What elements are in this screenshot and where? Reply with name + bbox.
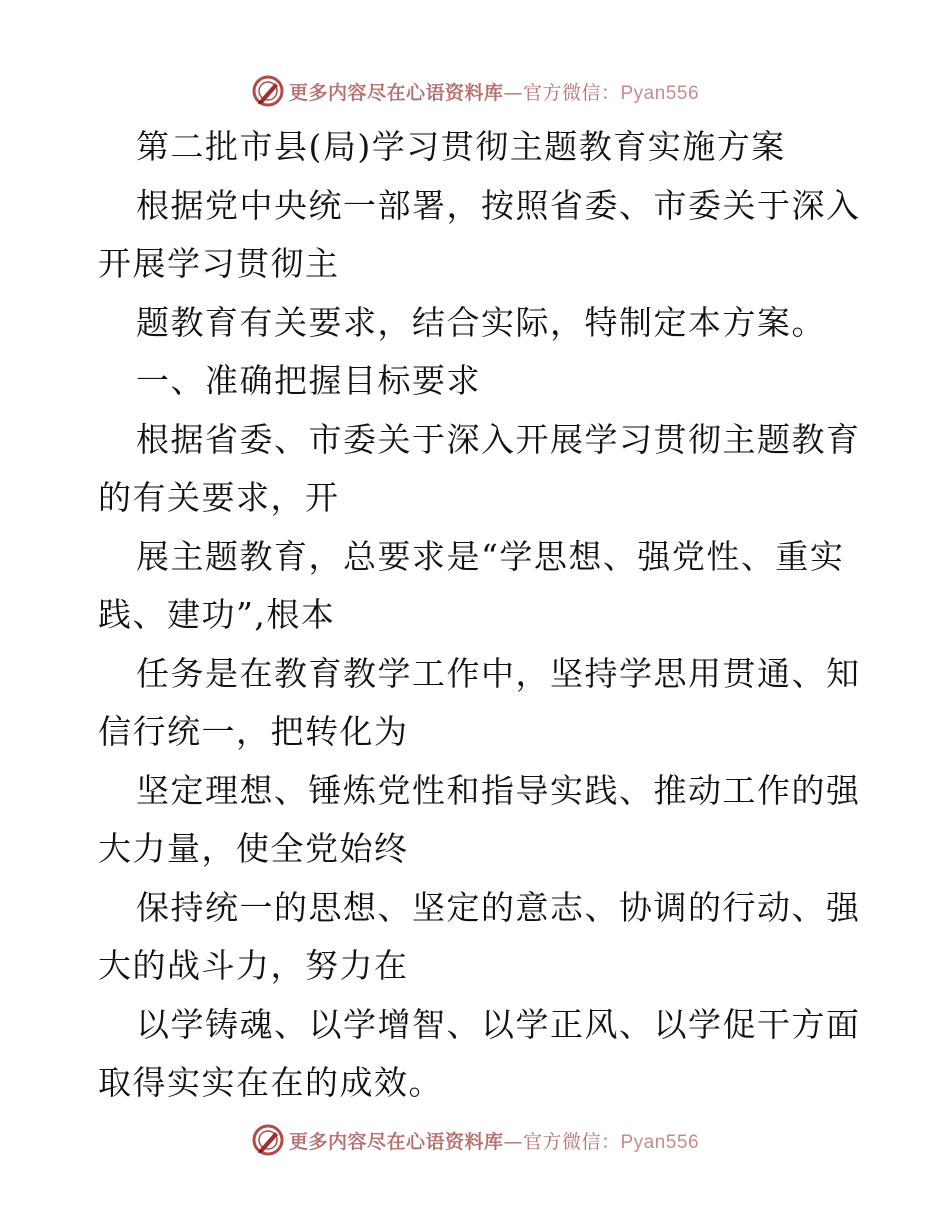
paragraph-line: 题教育有关要求，结合实际，特制定本方案。 (136, 302, 826, 342)
paragraph-line: 的有关要求，开 (98, 478, 340, 517)
banner-text (289, 78, 699, 105)
pen-logo-icon (251, 1123, 285, 1157)
banner-wechat-label: 官方微信： (522, 1130, 621, 1153)
banner-text (289, 1127, 699, 1154)
section-heading: 一、准确把握目标要求 (136, 361, 481, 400)
paragraph-line: 大的战斗力，努力在 (98, 946, 409, 985)
paragraph-line: 坚定理想、锤炼党性和指导实践、推动工作的强 (136, 770, 861, 810)
paragraph-line: 根据省委、市委关于深入开展学习贯彻主题教育 (136, 419, 861, 459)
paragraph-line: 取得实实在在的成效。 (98, 1063, 443, 1102)
footer-banner (0, 1120, 950, 1160)
paragraph-line: 保持统一的思想、坚定的意志、协调的行动、强 (136, 887, 861, 927)
paragraph-line: 开展学习贯彻主 (98, 244, 340, 283)
header-banner (0, 71, 950, 111)
paragraph-line: 任务是在教育教学工作中，坚持学思用贯通、知 (136, 653, 861, 693)
banner-site-name: 更多内容尽在心语资料库 (288, 81, 504, 104)
banner-site-name: 更多内容尽在心语资料库 (288, 1130, 504, 1153)
pen-logo-icon (251, 74, 285, 108)
banner-wechat-id: Pyan556 (620, 82, 700, 104)
paragraph-line: 践、建功”,根本 (98, 595, 336, 634)
paragraph-line: 根据党中央统一部署，按照省委、市委关于深入 (136, 185, 861, 225)
banner-wechat-label: 官方微信： (522, 81, 621, 104)
paragraph-line: 信行统一，把转化为 (98, 712, 409, 751)
banner-dash: — (503, 81, 523, 104)
document-body (98, 118, 861, 1113)
document-title: 第二批市县(局)学习贯彻主题教育实施方案 (136, 127, 786, 166)
banner-dash: — (503, 1130, 523, 1153)
paragraph-line: 大力量，使全党始终 (98, 829, 409, 868)
banner-wechat-id: Pyan556 (620, 1131, 700, 1153)
paragraph-line: 展主题教育，总要求是“学思想、强党性、重实 (136, 536, 845, 576)
paragraph-line: 以学铸魂、以学增智、以学正风、以学促干方面 (136, 1004, 861, 1044)
